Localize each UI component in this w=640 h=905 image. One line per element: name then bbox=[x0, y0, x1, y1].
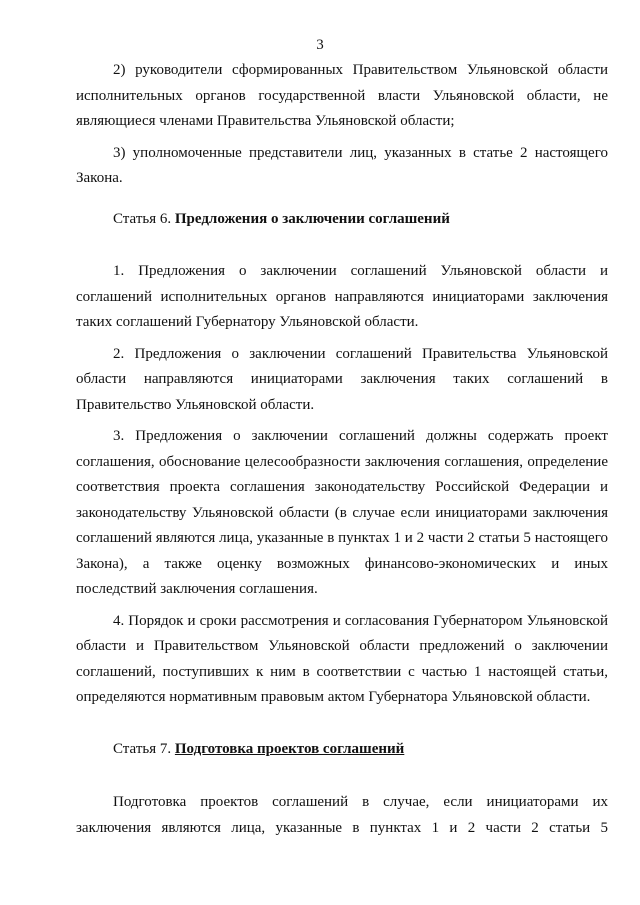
article-7-body bbox=[76, 790, 608, 841]
list-item: 2) руководители сформированных Правительством Ульяновской области исполнительных органов государственной власти Ульяновской области, не являющиеся членами Правительства Ульяновской области; bbox=[76, 62, 608, 129]
article-7-prefix: Статья 7. bbox=[113, 741, 175, 757]
article-7-heading bbox=[113, 741, 404, 758]
article-6-paragraph: 1. Предложения о заключении соглашений Ульяновской области и соглашений исполнительных органов направляются инициаторами заключения таких соглашений Губернатору Ульяновской области. bbox=[76, 263, 608, 330]
article-6-paragraph: 2. Предложения о заключении соглашений Правительства Ульяновской области направляются инициаторами заключения таких соглашений в Правительство Ульяновской области. bbox=[76, 345, 608, 413]
list-item: 3) уполномоченные представители лиц, указанных в статье 2 настоящего Закона. bbox=[76, 144, 608, 186]
article-7-paragraph: Подготовка проектов соглашений в случае, если инициаторами их заключения являются лица, указанные в пунктах 1 и 2 части 2 статьи 5 bbox=[76, 794, 608, 836]
article-6-paragraph: 4. Порядок и сроки рассмотрения и согласования Губернатором Ульяновской области и Правительством Ульяновской области предложений о заключении соглашений, поступивших к ним в соответствии с частью 1 настоящей статьи, определяются нормативным правовым актом Губернатора Ульяновской области. bbox=[76, 612, 608, 705]
article-7-title: Подготовка проектов соглашений bbox=[174, 741, 405, 757]
page-number: 3 bbox=[316, 37, 324, 53]
items-block bbox=[76, 58, 608, 192]
article-6-paragraph: 3. Предложения о заключении соглашений должны содержать проект соглашения, обоснование целесообразности заключения соглашения, определение соответствия проекта соглашения законодательству Российской Федерации и законодательству Ульяновской области (в случае если инициаторами заключения соглашений являются лица, указанные в пунктах 1 и 2 части 2 статьи 5 настоящего Закона), а также оценку возможных финансово-экономических и иных последствий заключения соглашения. bbox=[76, 428, 608, 597]
article-6-prefix: Статья 6. bbox=[113, 211, 175, 227]
article-6-body bbox=[76, 259, 608, 711]
article-6-title: Предложения о заключении соглашений bbox=[174, 211, 450, 227]
article-6-heading bbox=[113, 211, 450, 228]
